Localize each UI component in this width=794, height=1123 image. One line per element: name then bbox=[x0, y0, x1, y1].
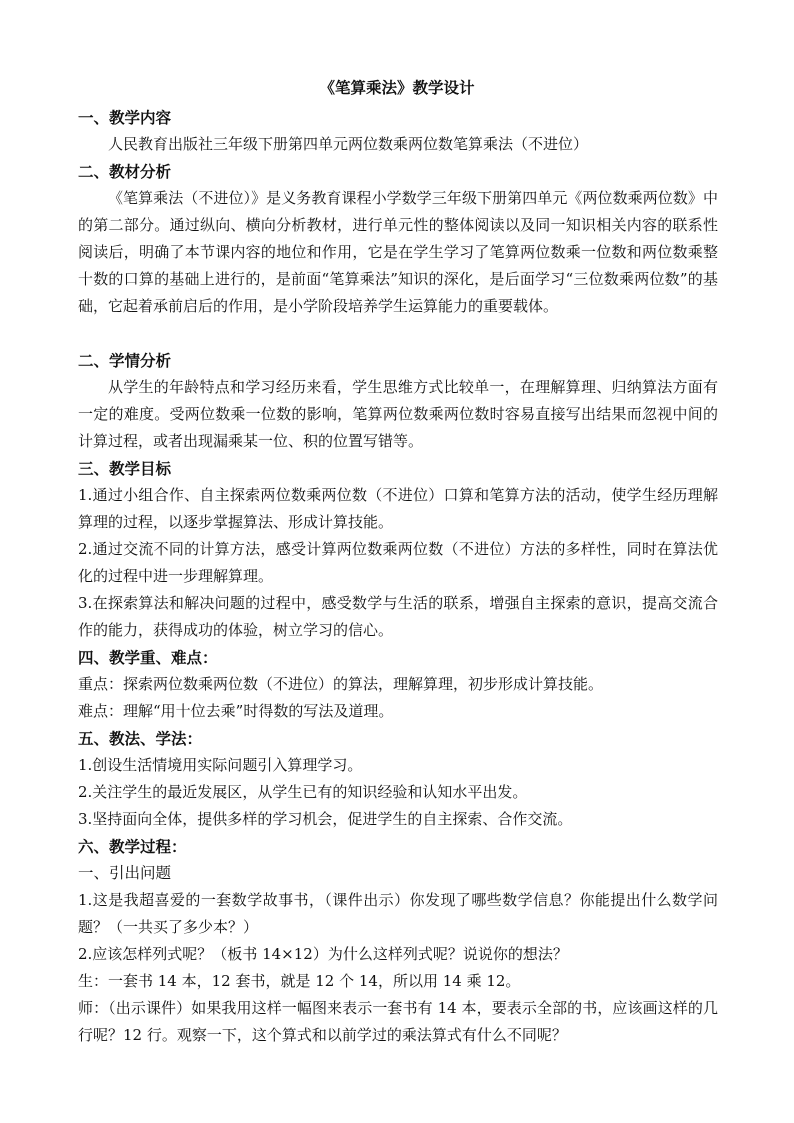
section-text-student-analysis: 从学生的年龄特点和学习经历来看，学生思维方式比较单一，在理解算理、归纳算法方面有一定的难度。受两位数乘一位数的影响，笔算两位数乘两位数时容易直接写出结果而忽视中间的计算过程，或者出现漏乘某一位、积的位置写错等。 bbox=[78, 378, 718, 450]
objectives-list bbox=[78, 482, 718, 644]
section-text-content: 人民教育出版社三年级下册第四单元两位数乘两位数笔算乘法（不进位） bbox=[108, 135, 589, 153]
process-item-3: 生：一套书 14 本，12 套书，就是 12 个 14，所以用 14 乘 12。 bbox=[78, 972, 521, 990]
process-item-1: 1.这是我超喜爱的一套数学故事书，（课件出示）你发现了哪些数学信息？你能提出什么数学问题？（一共买了多少本？） bbox=[78, 891, 718, 936]
section-heading-key-points: 四、教学重、难点： bbox=[78, 648, 218, 667]
objective-item-3: 3.在探索算法和解决问题的过程中，感受数学与生活的联系，增强自主探索的意识，提高交流合作的能力，获得成功的体验，树立学习的信心。 bbox=[78, 594, 718, 639]
method-item-1: 1.创设生活情境用实际问题引入算理学习。 bbox=[78, 756, 363, 774]
difficult-point-line: 难点：理解“用十位去乘”时得数的写法及道理。 bbox=[78, 702, 394, 720]
objective-item-1: 1.通过小组合作、自主探索两位数乘两位数（不进位）口算和笔算方法的活动，使学生经历理解算理的过程，以逐步掌握算法、形成计算技能。 bbox=[78, 486, 718, 531]
section-heading-student-analysis: 二、学情分析 bbox=[78, 351, 172, 370]
section-heading-textbook-analysis: 二、教材分析 bbox=[78, 162, 172, 181]
section-heading-content: 一、教学内容 bbox=[78, 108, 172, 127]
section-heading-methods: 五、教法、学法： bbox=[78, 729, 203, 748]
method-item-2: 2.关注学生的最近发展区，从学生已有的知识经验和认知水平出发。 bbox=[78, 783, 528, 801]
section-heading-objectives: 三、教学目标 bbox=[78, 459, 172, 478]
objective-item-2: 2.通过交流不同的计算方法，感受计算两位数乘两位数（不进位）方法的多样性，同时在算法优化的过程中进一步理解算理。 bbox=[78, 540, 718, 585]
key-point-line: 重点：探索两位数乘两位数（不进位）的算法，理解算理，初步形成计算技能。 bbox=[78, 675, 604, 693]
document-title: 《笔算乘法》教学设计 bbox=[319, 78, 475, 97]
process-item-2: 2.应该怎样列式呢？（板书 14×12）为什么这样列式呢？说说你的想法？ bbox=[78, 945, 568, 963]
section-heading-process: 六、教学过程： bbox=[78, 837, 187, 856]
key-points-list bbox=[78, 671, 718, 725]
method-item-3: 3.坚持面向全体，提供多样的学习机会，促进学生的自主探索、合作交流。 bbox=[78, 810, 573, 828]
section-text-textbook-analysis: 《笔算乘法（不进位）》是义务教育课程小学数学三年级下册第四单元《两位数乘两位数》中的第二部分。通过纵向、横向分析教材，进行单元性的整体阅读以及同一知识相关内容的联系性阅读后，明确了本节课内容的地位和作用，它是在学生学习了笔算两位数乘一位数和两位数乘整十数的口算的基础上进行的，是前面“笔算乘法”知识的深化，是后面学习“三位数乘两位数”的基础，它起着承前启后的作用，是小学阶段培养学生运算能力的重要载体。 bbox=[78, 189, 718, 315]
methods-list bbox=[78, 752, 718, 833]
process-list bbox=[78, 887, 718, 1049]
process-subheading: 一、引出问题 bbox=[78, 864, 172, 882]
process-item-4: 师：（出示课件）如果我用这样一幅图来表示一套书有 14 本，要表示全部的书，应该画这样的几行呢？12 行。观察一下，这个算式和以前学过的乘法算式有什么不同呢？ bbox=[78, 999, 718, 1044]
